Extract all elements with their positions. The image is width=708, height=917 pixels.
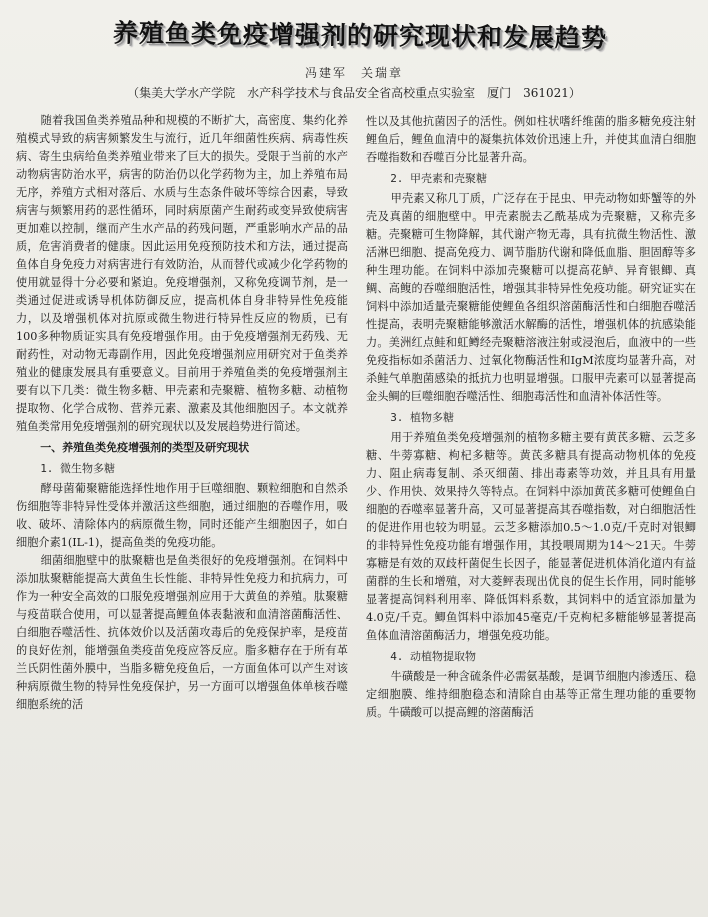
paragraph: 性以及其他抗菌因子的活性。例如柱状嗜纤维菌的脂多糖免疫注射鲤鱼后，鲤鱼血清中的凝集抗体效价迅速上升，并使其血清白细胞吞噬指数和吞噬百分比显著升高。: [366, 115, 696, 164]
subsection-heading: 1. 微生物多糖: [40, 462, 116, 475]
subsection-heading: 4. 动植物提取物: [390, 650, 477, 663]
subsection-heading: 3. 植物多糖: [390, 411, 455, 424]
paragraph: 酵母菌葡聚糖能选择性地作用于巨噬细胞、颗粒细胞和自然杀伤细胞等非特异性受体并激活这些细胞，通过细胞的吞噬作用，吸收、破坏、清除体内的病原微生物，同时还能产生细胞因子，如白细胞介素1(IL-1)，提高鱼类的免疫功能。: [16, 482, 348, 549]
subsection-heading: 2. 甲壳素和壳聚糖: [390, 172, 488, 185]
paragraph: 甲壳素又称几丁质，广泛存在于昆虫、甲壳动物如虾蟹等的外壳及真菌的细胞壁中。甲壳素脱去乙酰基成为壳聚糖，又称壳多糖。壳聚糖可生物降解，其代谢产物无毒，具有抗微生物活性、激活淋巴细胞、提高免疫力、调节脂肪代谢和降低血脂、胆固醇等多种生理功能。在饲料中添加壳聚糖可以提高花鲈、异育银鲫、真鲷、高鳆的吞噬细胞活性，增强其非特异性免疫功能。研究证实在饲料中添加适量壳聚糖能使鲤鱼各组织溶菌酶活性和白细胞吞噬活性提高，表明壳聚糖能够激活水解酶的活性，增强机体的抗感染能力。美洲红点鲑和虹鳟经壳聚糖溶液注射或浸泡后，血液中的一些免疫指标如杀菌活力、过氧化物酶活性和IgM浓度均显著升高，对杀鲑气单胞菌感染的抵抗力也明显增强。口服甲壳素可以显著提高金头鲷的巨噬细胞吞噬活性、细胞毒活性和血清补体活性等。: [366, 192, 696, 403]
paragraph: 细菌细胞壁中的肽聚糖也是鱼类很好的免疫增强剂。在饲料中添加肽聚糖能提高大黄鱼生长性能、非特异性免疫力和抗病力，可作为一种安全高效的口服免疫增强剂应用于大黄鱼的养殖。肽聚糖与疫苗联合使用，可以显著提高鲤鱼体表黏液和血清溶菌酶活性、白细胞吞噬活性、抗体效价以及活菌攻毒后的免疫保护率，是疫苗的良好佐剂，能增强鱼类疫苗免疫应答反应。脂多糖存在于所有革兰氏阴性菌外膜中，当脂多糖免疫鱼后，一方面鱼体可以产生对该种病原微生物的特异性免疫保护，另一方面可以增强鱼体单核吞噬细胞系统的活: [16, 554, 348, 711]
paragraph: 牛磺酸是一种含硫条件必需氨基酸，是调节细胞内渗透压、稳定细胞膜、维持细胞稳态和清除自由基等正常生理功能的重要物质。牛磺酸可以提高鲤的溶菌酶活: [366, 670, 696, 719]
paragraph: 随着我国鱼类养殖品种和规模的不断扩大，高密度、集约化养殖模式导致的病害频繁发生与流行，近几年细菌性疾病、病毒性疾病、寄生虫病给鱼类养殖业带来了巨大的损失。受限于当前的水产动物病害防治水平，病害的防治仍以化学药物为主，加上养殖布局无序，养殖方式相对落后、水质与生态条件破坏等综合因素，导致病害与频繁用药的恶性循环，同时病原菌产生耐药或变异致使病害更加难以控制，继而产生水产品的药残问题，严重影响水产品的品质，危害消费者的健康。因此运用免疫预防技术和方法，通过提高鱼体自身免疫力对病害进行有效防治，从而替代或减少化学药物的使用就显得十分必要和紧迫。免疫增强剂，又称免疫调节剂，是一类通过促进或诱导机体防御反应，提高机体自身非特异性免疫能力，以及增强机体对抗原或微生物进行特异性反应的物质，已有100多种物质证实具有免疫增强作用。由于免疫增强剂无药残、无耐药性，对动物无毒副作用，因此免疫增强剂应用研究对于鱼类养殖业的健康发展具有重要意义。目前用于养殖鱼类的免疫增强剂主要有以下几类：微生物多糖、甲壳素和壳聚糖、植物多糖、动植物提取物、化学合成物、营养元素、激素及其他细胞因子。本文就养殖鱼类常用免疫增强剂的研究现状以及发展趋势进行简述。: [16, 114, 348, 433]
paragraph: 用于养殖鱼类免疫增强剂的植物多糖主要有黄芪多糖、云芝多糖、牛蒡寡糖、枸杞多糖等。黄芪多糖具有提高动物机体的免疫力、阻止病毒复制、杀灭细菌、排出毒素等功效，并且具有用量少、作用快、效果持久等特点。在饲料中添加黄芪多糖可使鲤鱼白细胞的吞噬率显著升高，又可显著提高其吞噬指数，对白细胞活性的促进作用也较为明显。云芝多糖添加0.5～1.0克/千克时对银鲫的非特异性免疫功能有增强作用，其投喂周期为14～21天。牛蒡寡糖是有效的双歧杆菌促生长因子，能显著促进机体消化道内有益菌群的生长和增殖，对大菱鲆表现出优良的促生长作用，同时能够显著提高饲料利用率、降低饵料系数，其饲料中的适宜添加量为4.0克/千克。鲫鱼饵料中添加45毫克/千克枸杞多糖能够显著提高鱼体血清溶菌酶活力，增强免疫功能。: [366, 431, 696, 642]
left-column: [16, 112, 348, 907]
right-column: [366, 113, 696, 907]
article-affiliation: （集美大学水产学院 水产科学技术与食品安全省高校重点实验室 厦门 361021）: [127, 86, 581, 100]
article-authors: 冯建军 关瑞章: [304, 66, 403, 80]
article-title: 养殖鱼类免疫增强剂的研究现状和发展趋势: [112, 18, 608, 53]
section-heading: 一、养殖鱼类免疫增强剂的类型及研究现状: [40, 441, 250, 454]
